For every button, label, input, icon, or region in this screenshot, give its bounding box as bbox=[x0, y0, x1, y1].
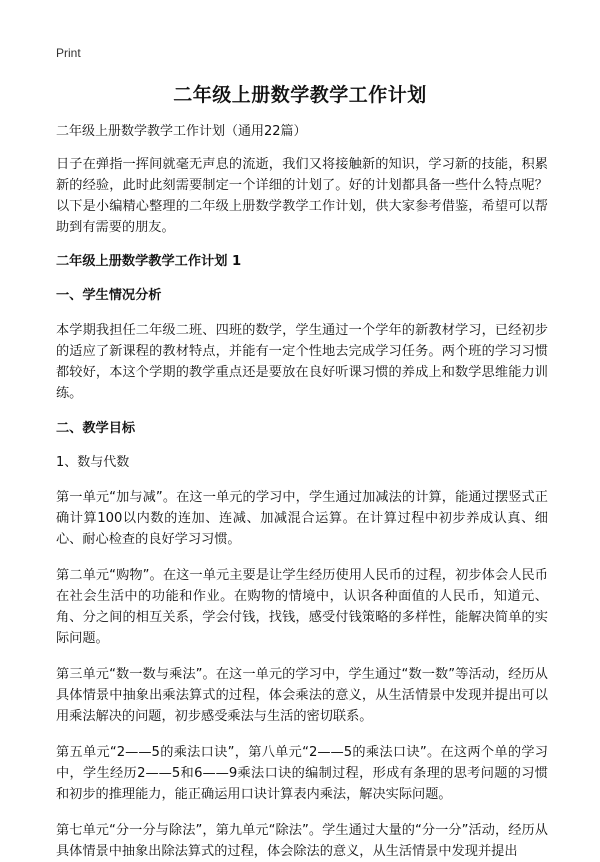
document-body bbox=[56, 122, 548, 862]
document-title: 二年级上册数学教学工作计划 bbox=[173, 84, 427, 106]
section-title: 二年级上册数学教学工作计划 1 bbox=[56, 254, 242, 269]
heading-student-analysis: 一、学生情况分析 bbox=[56, 288, 162, 303]
unit-7-paragraph: 第七单元“分一分与除法”，第九单元“除法”。学生通过大量的“分一分”活动，经历从具体情景中抽象出除法算式的过程，体会除法的意义，从生活情景中发现并提出 bbox=[56, 823, 548, 859]
unit-5-paragraph: 第五单元“2——5的乘法口诀”，第八单元“2——5的乘法口诀”。在这两个单的学习中，学生经历2——5和6——9乘法口诀的编制过程，形成有条理的思考问题的习惯和初步的推理能力，能正确运用口诀计算表内乘法，解决实际问题。 bbox=[56, 745, 548, 802]
student-analysis-paragraph: 本学期我担任二年级二班、四班的数学，学生通过一个学年的新教材学习，已经初步的适应了新课程的教材特点，并能有一定个性地去完成学习任务。两个班的学习习惯都较好，本这个学期的教学重点还是要放在良好听课习惯的养成上和数学思维能力训练。 bbox=[56, 323, 548, 401]
document-subtitle: 二年级上册数学教学工作计划（通用22篇） bbox=[56, 124, 307, 139]
intro-paragraph: 日子在弹指一挥间就毫无声息的流逝，我们又将接触新的知识，学习新的技能，积累新的经验，此时此刻需要制定一个详细的计划了。好的计划都具备一些什么特点呢？以下是小编精心整理的二年级上册数学教学工作计划，供大家参考借鉴，希望可以帮助到有需要的朋友。 bbox=[56, 157, 548, 235]
heading-teaching-goals: 二、教学目标 bbox=[56, 421, 136, 436]
unit-3-paragraph: 第三单元“数一数与乘法”。在这一单元的学习中，学生通过“数一数”等活动，经历从具体情景中抽象出乘法算式的过程，体会乘法的意义，从生活情景中发现并提出可以用乘法解决的问题，初步感受乘法与生活的密切联系。 bbox=[56, 667, 548, 724]
unit-1-paragraph: 第一单元“加与减”。在这一单元的学习中，学生通过加减法的计算，能通过摆竖式正确计算100以内数的连加、连减、加减混合运算。在计算过程中初步养成认真、细心、耐心检查的良好学习习惯。 bbox=[56, 490, 548, 547]
subheading-numbers-algebra: 1、数与代数 bbox=[56, 455, 130, 470]
print-label[interactable]: Print bbox=[56, 46, 81, 60]
unit-2-paragraph: 第二单元“购物”。在这一单元主要是让学生经历使用人民币的过程，初步体会人民币在社会生活中的功能和作业。在购物的情境中，认识各种面值的人民币，知道元、角、分之间的相互关系，学会付钱，找钱，感受付钱策略的多样性，能解决简单的实际问题。 bbox=[56, 568, 548, 646]
